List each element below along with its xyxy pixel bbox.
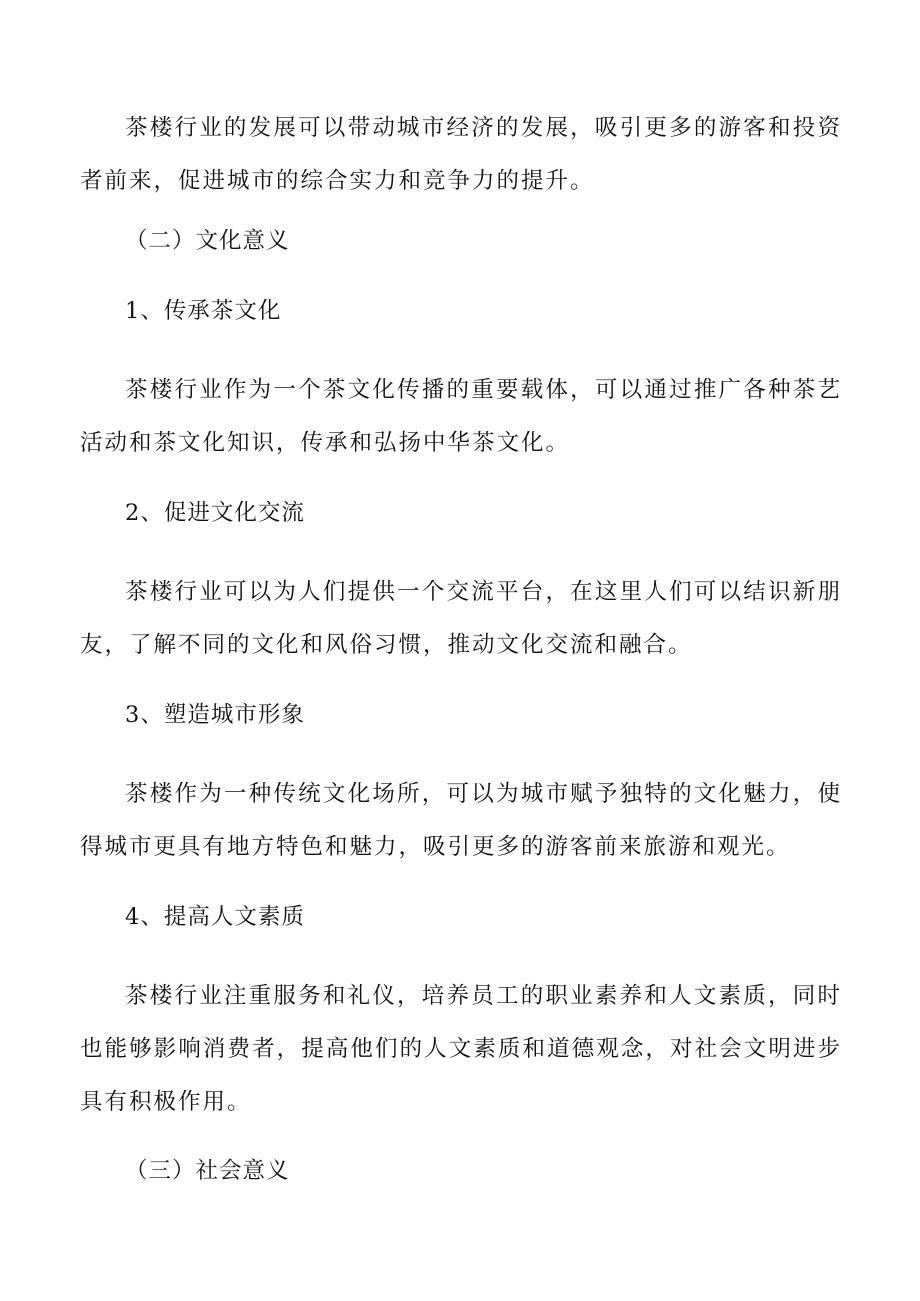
item-heading-inherit-tea-culture: 1、传承茶文化 (125, 298, 282, 324)
item-heading-city-image: 3、塑造城市形象 (125, 702, 305, 728)
paragraph-humanistic-quality: 茶楼行业注重服务和礼仪，培养员工的职业素养和人文素质，同时也能够影响消费者，提高他们的人文素质和道德观念，对社会文明进步具有积极作用。 (80, 983, 842, 1115)
section-heading-cultural-significance: （二）文化意义 (125, 228, 290, 254)
paragraph-cultural-exchange: 茶楼行业可以为人们提供一个交流平台，在这里人们可以结识新朋友，了解不同的文化和风俗习惯，推动文化交流和融合。 (80, 579, 842, 658)
section-heading-social-significance: （三）社会意义 (125, 1158, 290, 1184)
item-heading-cultural-exchange: 2、促进文化交流 (125, 500, 305, 526)
paragraph-inherit-tea-culture: 茶楼行业作为一个茶文化传播的重要载体，可以通过推广各种茶艺活动和茶文化知识，传承和弘扬中华茶文化。 (80, 377, 842, 456)
paragraph-economy: 茶楼行业的发展可以带动城市经济的发展，吸引更多的游客和投资者前来，促进城市的综合实力和竞争力的提升。 (80, 115, 842, 194)
item-heading-humanistic-quality: 4、提高人文素质 (125, 904, 305, 930)
paragraph-city-image: 茶楼作为一种传统文化场所，可以为城市赋予独特的文化魅力，使得城市更具有地方特色和魅力，吸引更多的游客前来旅游和观光。 (80, 781, 842, 860)
